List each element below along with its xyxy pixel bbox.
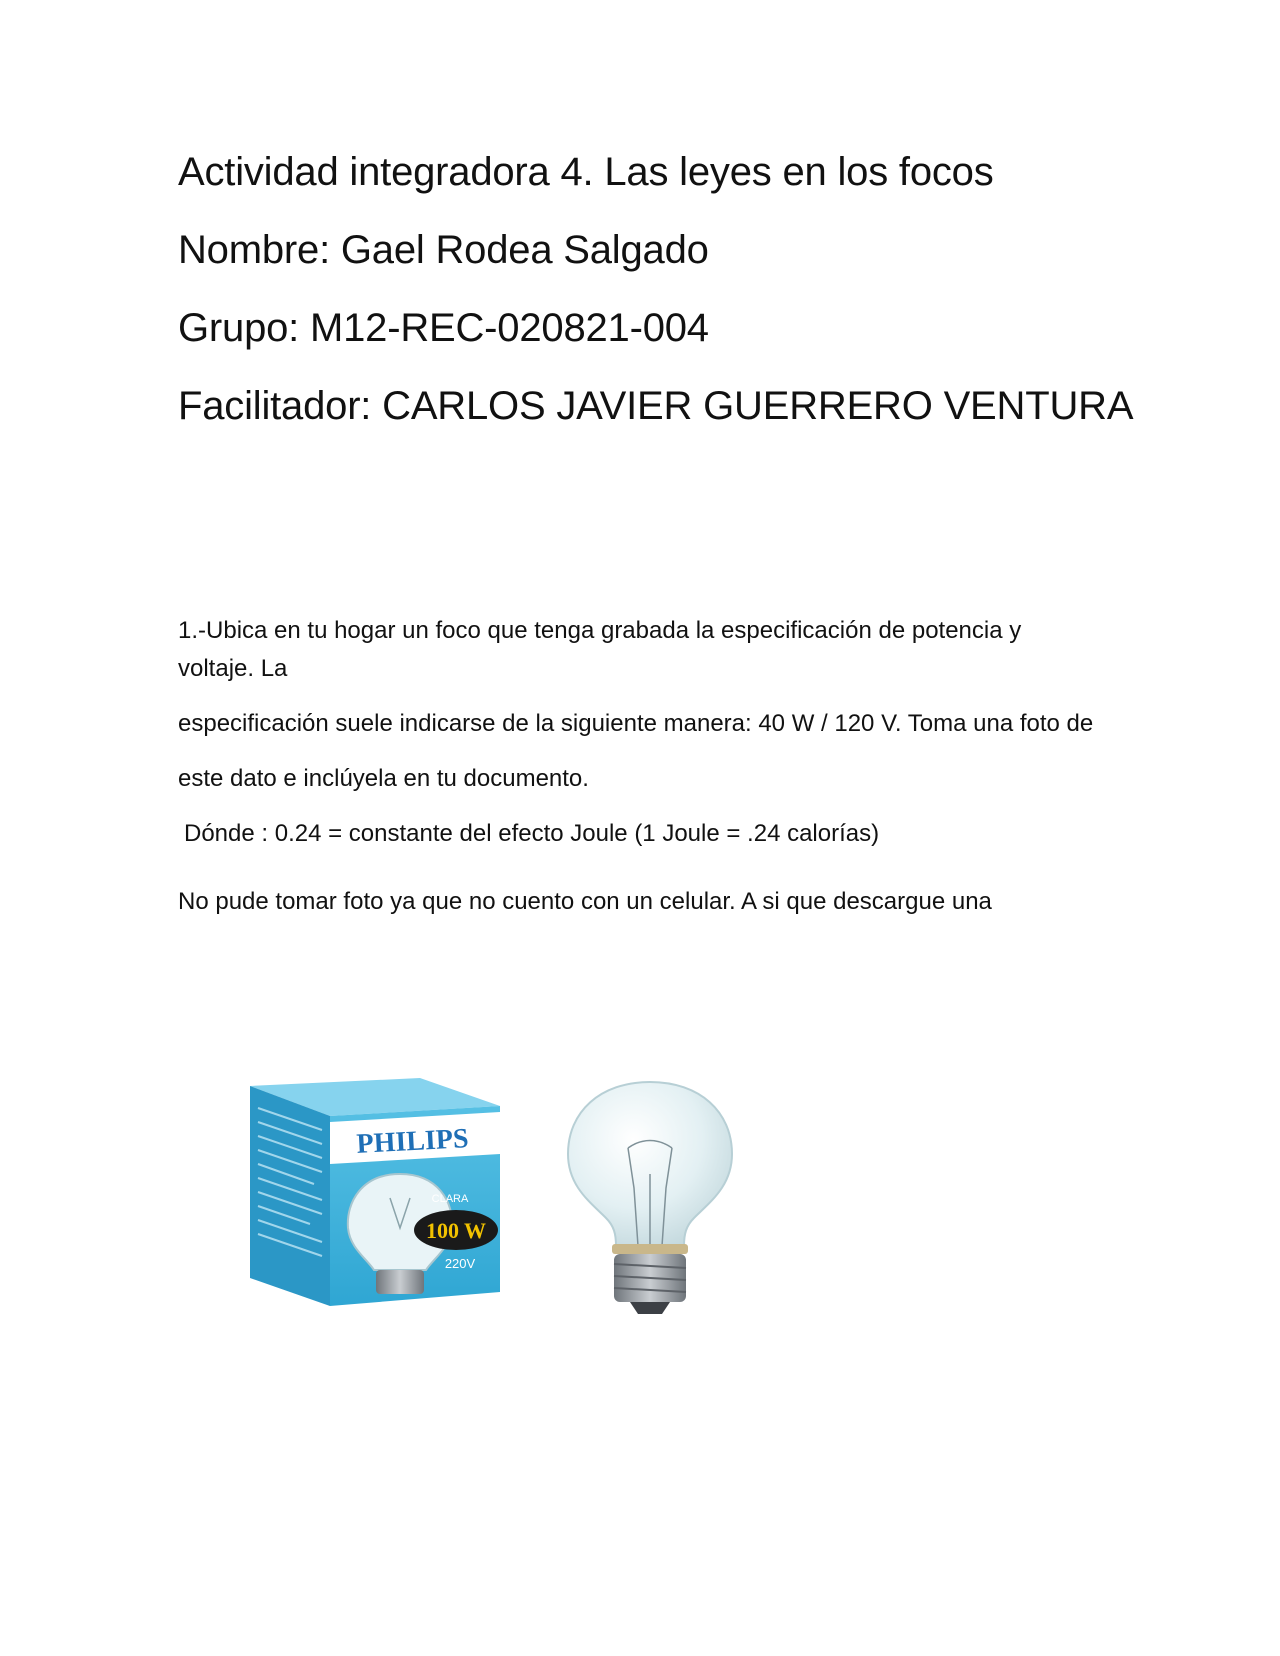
variant-label: CLARA: [431, 1193, 469, 1205]
bulb-collar: [612, 1244, 688, 1254]
lightbulb-illustration: [250, 1078, 830, 1378]
paragraph-instruction-2: especificación suele indicarse de la siguiente manera: 40 W / 120 V. Toma una foto de: [178, 710, 1094, 737]
facilitator-name: Facilitador: CARLOS JAVIER GUERRERO VENTURA: [178, 384, 1134, 428]
document-body: [178, 612, 1098, 938]
document-title: Actividad integradora 4. Las leyes en los focos: [178, 150, 994, 194]
voltage-label: 220V: [444, 1256, 476, 1271]
wattage-badge: [414, 1210, 498, 1250]
paragraph-student-note: No pude tomar foto ya que no cuento con un celular. A si que descargue una: [178, 888, 992, 915]
paragraph-joule-note: Dónde : 0.24 = constante del efecto Joule (1 Joule = .24 calorías): [184, 820, 880, 847]
paragraph-instruction-3: este dato e inclúyela en tu documento.: [178, 765, 589, 792]
document-header: [178, 148, 1138, 460]
bulb-screw-base: [614, 1254, 686, 1314]
lightbulb-photo: [250, 1078, 830, 1378]
student-name: Nombre: Gael Rodea Salgado: [178, 228, 709, 272]
paragraph-instruction-1: 1.-Ubica en tu hogar un foco que tenga grabada la especificación de potencia y voltaje. La: [178, 617, 1022, 682]
loose-bulb: [568, 1082, 732, 1314]
wattage-label: 100 W: [425, 1218, 487, 1243]
group-code: Grupo: M12-REC-020821-004: [178, 306, 709, 350]
brand-logo: PHILIPS: [355, 1123, 470, 1160]
